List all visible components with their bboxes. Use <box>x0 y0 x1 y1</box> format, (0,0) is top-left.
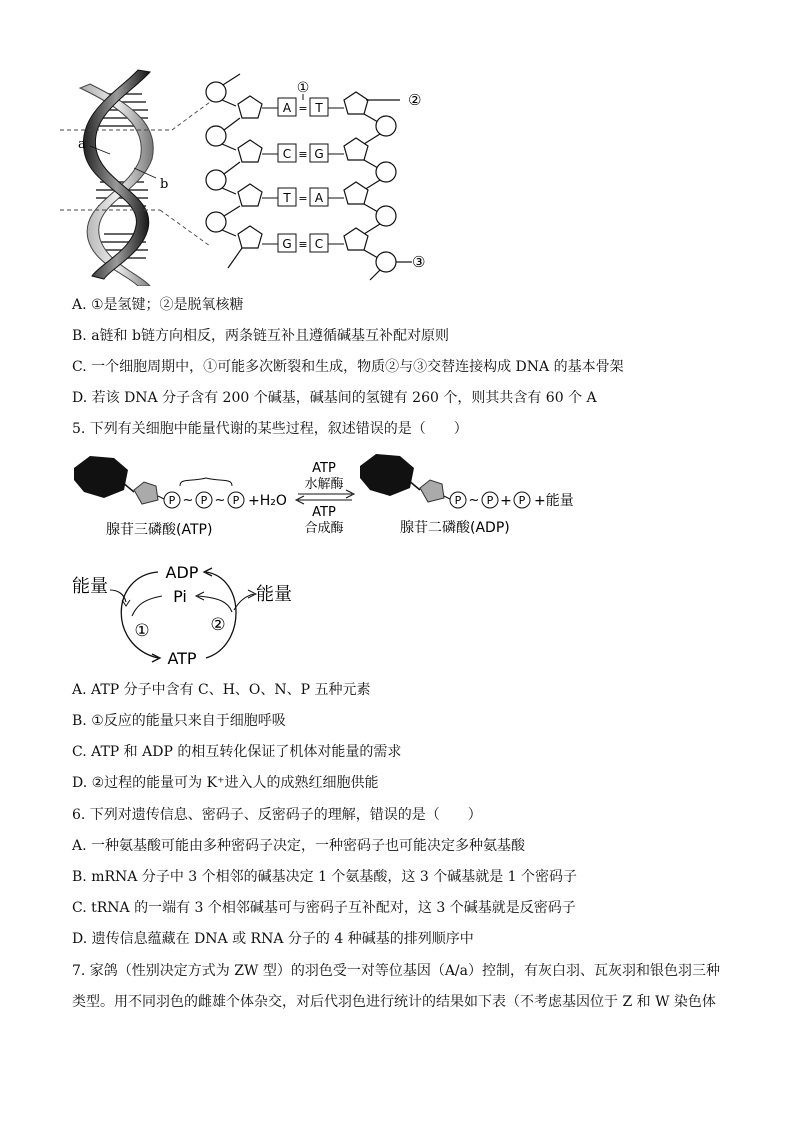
base-right: A <box>314 191 324 205</box>
base-pair-3 <box>262 188 344 206</box>
base-left: C <box>282 147 292 161</box>
label-two: ② <box>408 91 422 109</box>
atp-label: 腺苷三磷酸(ATP) <box>106 522 213 538</box>
bond: = <box>298 102 308 115</box>
base-right: T <box>315 101 323 115</box>
tilde-r1: ~ <box>468 493 480 508</box>
q5-option-b: B. ①反应的能量只来自于细胞呼吸 <box>72 713 286 729</box>
phosphate-2: P <box>200 494 208 507</box>
arrow-top-1: ATP <box>312 461 336 476</box>
atp-equation-figure <box>70 452 590 546</box>
label-three: ③ <box>412 253 426 271</box>
strand-label-a: a <box>78 137 86 152</box>
phosphate-3: P <box>232 494 240 507</box>
q5-option-d: D. ②过程的能量可为 K⁺进入人的成熟红细胞供能 <box>72 775 379 791</box>
brace <box>180 478 232 486</box>
tilde-1: ~ <box>182 493 194 508</box>
q6-option-a: A. 一种氨基酸可能由多种密码子决定，一种密码子也可能决定多种氨基酸 <box>72 838 526 854</box>
arrow-bot-2: 合成酶 <box>304 521 344 536</box>
q4-option-d: D. 若该 DNA 分子含有 200 个碱基，碱基间的氢键有 260 个，则其共含有 60 个 A <box>72 390 597 406</box>
q7-stem-line-1: 7. 家鸽（性别决定方式为 ZW 型）的羽色受一对等位基因（A/a）控制，有灰白羽、瓦灰羽和银色羽三种 <box>72 963 720 979</box>
base-pair-2 <box>262 144 344 162</box>
adenine-shape <box>74 456 128 498</box>
q4-option-c: C. 一个细胞周期中，①可能多次断裂和生成，物质②与③交替连接构成 DNA 的基本骨架 <box>72 359 624 375</box>
ribose-shape <box>134 482 158 504</box>
cycle-adp: ADP <box>165 563 199 582</box>
arrow-top-2: 水解酶 <box>304 477 344 492</box>
base-right: G <box>314 147 324 161</box>
dna-figure <box>60 64 440 286</box>
phosphate-1: P <box>168 494 176 507</box>
base-pair-4 <box>262 234 344 252</box>
left-backbone <box>206 74 262 268</box>
label-one: ① <box>296 80 310 96</box>
cycle-pi: Pi <box>173 587 187 606</box>
adp-label: 腺苷二磷酸(ADP) <box>400 520 510 536</box>
energy-right: 能量 <box>256 584 292 605</box>
base-pair-1 <box>262 98 344 116</box>
plus-h2o: +H₂O <box>248 493 287 509</box>
phosphate-r3: P <box>518 494 526 507</box>
q6-option-d: D. 遗传信息蕴藏在 DNA 或 RNA 分子的 4 种碱基的排列顺序中 <box>72 931 474 947</box>
phosphate-r1: P <box>454 494 462 507</box>
base-right: C <box>314 237 324 251</box>
right-backbone <box>344 92 412 280</box>
q4-option-a: A. ①是氢键；②是脱氧核糖 <box>72 297 244 313</box>
q4-option-b: B. a链和 b链方向相反，两条链互补且遵循碱基互补配对原则 <box>72 328 449 344</box>
q6-option-c: C. tRNA 的一端有 3 个相邻碱基可与密码子互补配对，这 3 个碱基就是反密码子 <box>72 900 576 916</box>
q6-stem: 6. 下列对遗传信息、密码子、反密码子的理解，错误的是（ ） <box>72 807 482 823</box>
atp-cycle-figure <box>70 560 310 672</box>
bond: ≡ <box>298 148 308 161</box>
phosphate-r2: P <box>486 494 494 507</box>
tilde-2: ~ <box>214 493 226 508</box>
cycle-atp: ATP <box>167 649 197 668</box>
base-left: A <box>282 101 292 115</box>
arrow-bot-1: ATP <box>312 505 336 520</box>
adenine-shape-right <box>360 454 414 496</box>
bond: = <box>298 192 308 205</box>
cycle-label-one: ① <box>134 621 150 641</box>
bond: ≡ <box>298 238 308 251</box>
energy-left: 能量 <box>72 576 108 597</box>
strand-label-b: b <box>160 177 169 192</box>
q7-stem-line-2: 类型。用不同羽色的雌雄个体杂交，对后代羽色进行统计的结果如下表（不考虑基因位于 Z 和 W 染色体 <box>72 994 716 1010</box>
ribose-shape-right <box>420 480 444 502</box>
q5-option-a: A. ATP 分子中含有 C、H、O、N、P 五种元素 <box>72 682 371 698</box>
cycle-label-two: ② <box>210 615 226 635</box>
plus-1: + <box>500 493 512 509</box>
q5-stem: 5. 下列有关细胞中能量代谢的某些过程，叙述错误的是（ ） <box>72 421 468 437</box>
plus-energy: +能量 <box>534 493 574 509</box>
base-left: G <box>282 237 292 251</box>
q6-option-b: B. mRNA 分子中 3 个相邻的碱基决定 1 个氨基酸，这 3 个碱基就是 1 个密码子 <box>72 869 578 885</box>
q5-option-c: C. ATP 和 ADP 的相互转化保证了机体对能量的需求 <box>72 744 402 760</box>
base-left: T <box>283 191 291 205</box>
